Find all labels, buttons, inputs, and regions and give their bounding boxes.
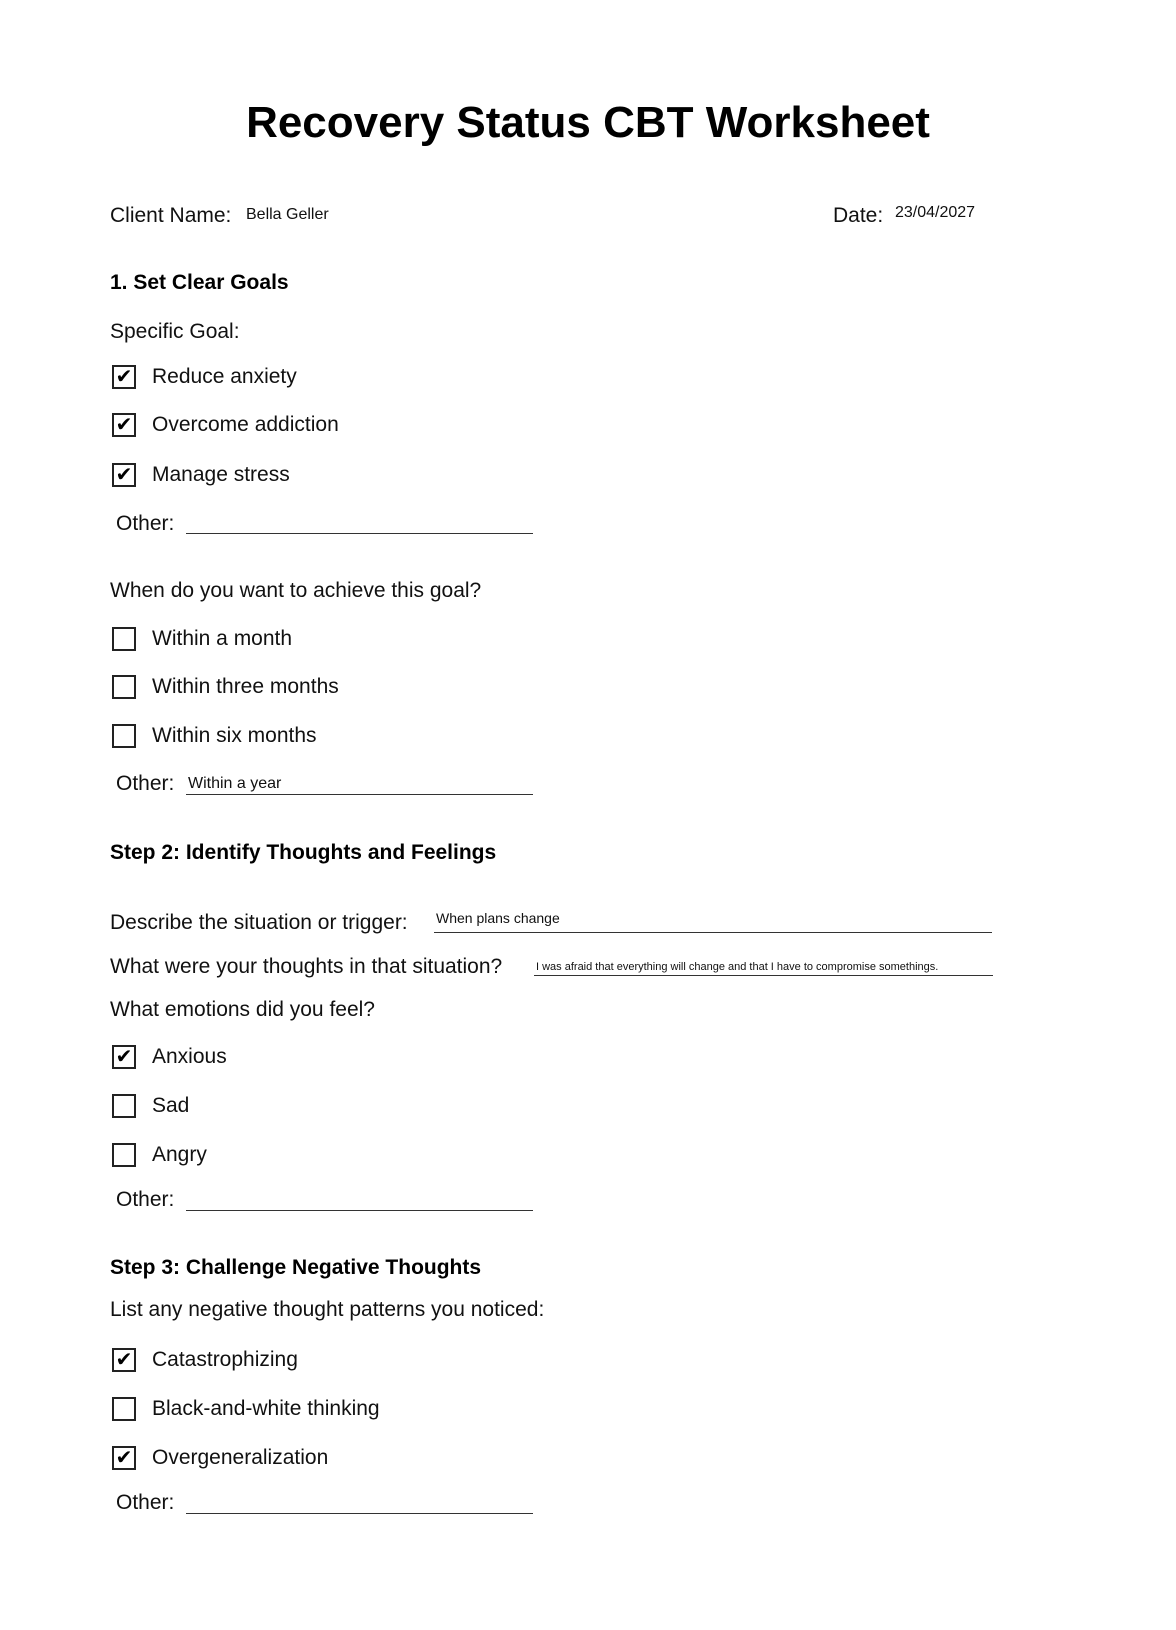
section-1-heading: 1. Set Clear Goals	[110, 271, 289, 294]
timeframe-other-value[interactable]: Within a year	[188, 775, 282, 792]
date-label: Date:	[833, 204, 884, 227]
checkbox-label: Overcome addiction	[152, 413, 339, 436]
goal-other-label: Other:	[116, 512, 175, 535]
checkbox[interactable]	[112, 1094, 136, 1118]
goal-option-overcome-addiction[interactable]	[112, 410, 339, 440]
timeframe-other-label: Other:	[116, 772, 175, 795]
checkbox[interactable]	[112, 724, 136, 748]
pattern-option-catastrophizing[interactable]	[112, 1345, 298, 1375]
patterns-prompt: List any negative thought patterns you noticed:	[110, 1298, 545, 1321]
goal-option-reduce-anxiety[interactable]	[112, 362, 297, 392]
patterns-other-label: Other:	[116, 1491, 175, 1514]
timeframe-option-six-months[interactable]	[112, 721, 317, 751]
emotion-option-anxious[interactable]	[112, 1042, 227, 1072]
section-3-heading: Step 3: Challenge Negative Thoughts	[110, 1256, 482, 1279]
checkbox-label: Manage stress	[152, 463, 290, 486]
checkbox-label: Sad	[152, 1094, 190, 1117]
thoughts-label: What were your thoughts in that situation?	[110, 955, 503, 978]
checkbox[interactable]: ✔	[112, 1348, 136, 1372]
checkbox-label: Within a month	[152, 627, 293, 650]
timeframe-option-three-months[interactable]	[112, 672, 339, 702]
specific-goal-prompt: Specific Goal:	[110, 320, 240, 343]
goal-other-field[interactable]	[186, 533, 533, 534]
checkbox-label: Catastrophizing	[152, 1348, 298, 1371]
section-2-heading: Step 2: Identify Thoughts and Feelings	[110, 841, 497, 864]
pattern-option-overgeneralization[interactable]	[112, 1443, 328, 1473]
emotions-prompt: What emotions did you feel?	[110, 998, 375, 1021]
page-title: Recovery Status CBT Worksheet	[246, 98, 930, 147]
checkbox-label: Reduce anxiety	[152, 365, 297, 388]
situation-field[interactable]	[434, 932, 992, 933]
checkbox[interactable]: ✔	[112, 413, 136, 437]
situation-label: Describe the situation or trigger:	[110, 911, 408, 934]
thoughts-field[interactable]	[534, 975, 993, 976]
checkbox[interactable]	[112, 675, 136, 699]
checkbox-label: Angry	[152, 1143, 207, 1166]
checkbox-label: Overgeneralization	[152, 1446, 329, 1469]
thoughts-value[interactable]: I was afraid that everything will change and that I have to compromise somethings.	[536, 961, 939, 973]
emotion-option-sad[interactable]	[112, 1091, 189, 1121]
emotions-other-field[interactable]	[186, 1210, 533, 1211]
checkbox-label: Black-and-white thinking	[152, 1397, 380, 1420]
goal-option-manage-stress[interactable]	[112, 460, 290, 490]
checkbox-label: Within six months	[152, 724, 317, 747]
checkbox[interactable]	[112, 1397, 136, 1421]
checkbox[interactable]: ✔	[112, 365, 136, 389]
pattern-option-black-and-white[interactable]	[112, 1394, 380, 1424]
checkbox-label: Within three months	[152, 675, 339, 698]
checkbox[interactable]	[112, 627, 136, 651]
timeframe-option-month[interactable]	[112, 624, 292, 654]
checkbox[interactable]	[112, 1143, 136, 1167]
checkbox[interactable]: ✔	[112, 1446, 136, 1470]
patterns-other-field[interactable]	[186, 1513, 533, 1514]
checkbox[interactable]: ✔	[112, 463, 136, 487]
timeframe-other-field[interactable]	[186, 794, 533, 795]
client-name-value[interactable]: Bella Geller	[246, 206, 329, 223]
timeframe-prompt: When do you want to achieve this goal?	[110, 579, 482, 602]
situation-value[interactable]: When plans change	[436, 910, 560, 926]
emotions-other-label: Other:	[116, 1188, 175, 1211]
date-value[interactable]: 23/04/2027	[895, 204, 976, 221]
checkbox[interactable]: ✔	[112, 1045, 136, 1069]
checkbox-label: Anxious	[152, 1045, 227, 1068]
client-name-label: Client Name:	[110, 204, 232, 227]
emotion-option-angry[interactable]	[112, 1140, 207, 1170]
